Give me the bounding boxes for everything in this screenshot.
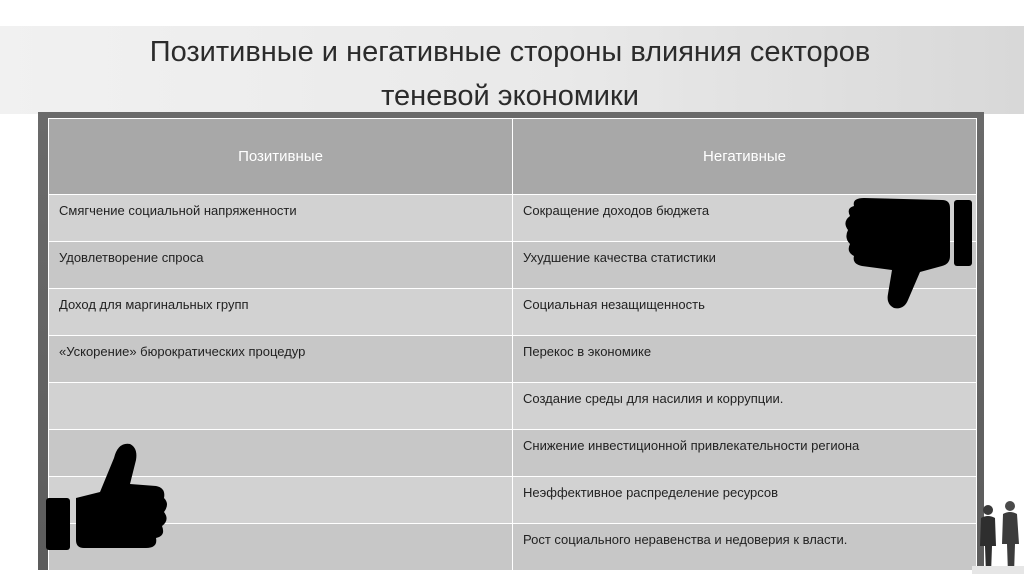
cell-negative: Создание среды для насилия и коррупции. bbox=[513, 383, 977, 430]
table-row bbox=[49, 336, 977, 383]
table-row bbox=[49, 289, 977, 336]
comparison-table bbox=[48, 118, 977, 571]
cell-positive bbox=[49, 383, 513, 430]
cell-negative: Снижение инвестиционной привлекательности региона bbox=[513, 430, 977, 477]
cell-positive: Смягчение социальной напряженности bbox=[49, 195, 513, 242]
table-row bbox=[49, 477, 977, 524]
cell-positive: «Ускорение» бюрократических процедур bbox=[49, 336, 513, 383]
thumbs-down-icon bbox=[842, 192, 974, 312]
header-positive: Позитивные bbox=[49, 119, 513, 195]
table-row bbox=[49, 242, 977, 289]
table-row bbox=[49, 195, 977, 242]
table-header-row bbox=[49, 119, 977, 195]
cell-positive: Доход для маргинальных групп bbox=[49, 289, 513, 336]
cell-negative: Ухудшение качества статистики bbox=[513, 242, 977, 289]
thumbs-up-icon bbox=[44, 440, 168, 550]
cell-negative: Неэффективное распределение ресурсов bbox=[513, 477, 977, 524]
table-row bbox=[49, 430, 977, 477]
cell-negative: Перекос в экономике bbox=[513, 336, 977, 383]
cell-negative: Социальная незащищенность bbox=[513, 289, 977, 336]
table-row bbox=[49, 524, 977, 571]
header-negative: Негативные bbox=[513, 119, 977, 195]
business-people-image bbox=[972, 496, 1024, 574]
cell-negative: Сокращение доходов бюджета bbox=[513, 195, 977, 242]
table-row bbox=[49, 383, 977, 430]
cell-positive: Удовлетворение спроса bbox=[49, 242, 513, 289]
slide-title: Позитивные и негативные стороны влияния секторов теневой экономики bbox=[149, 36, 871, 112]
cell-negative: Рост социального неравенства и недоверия к власти. bbox=[513, 524, 977, 571]
